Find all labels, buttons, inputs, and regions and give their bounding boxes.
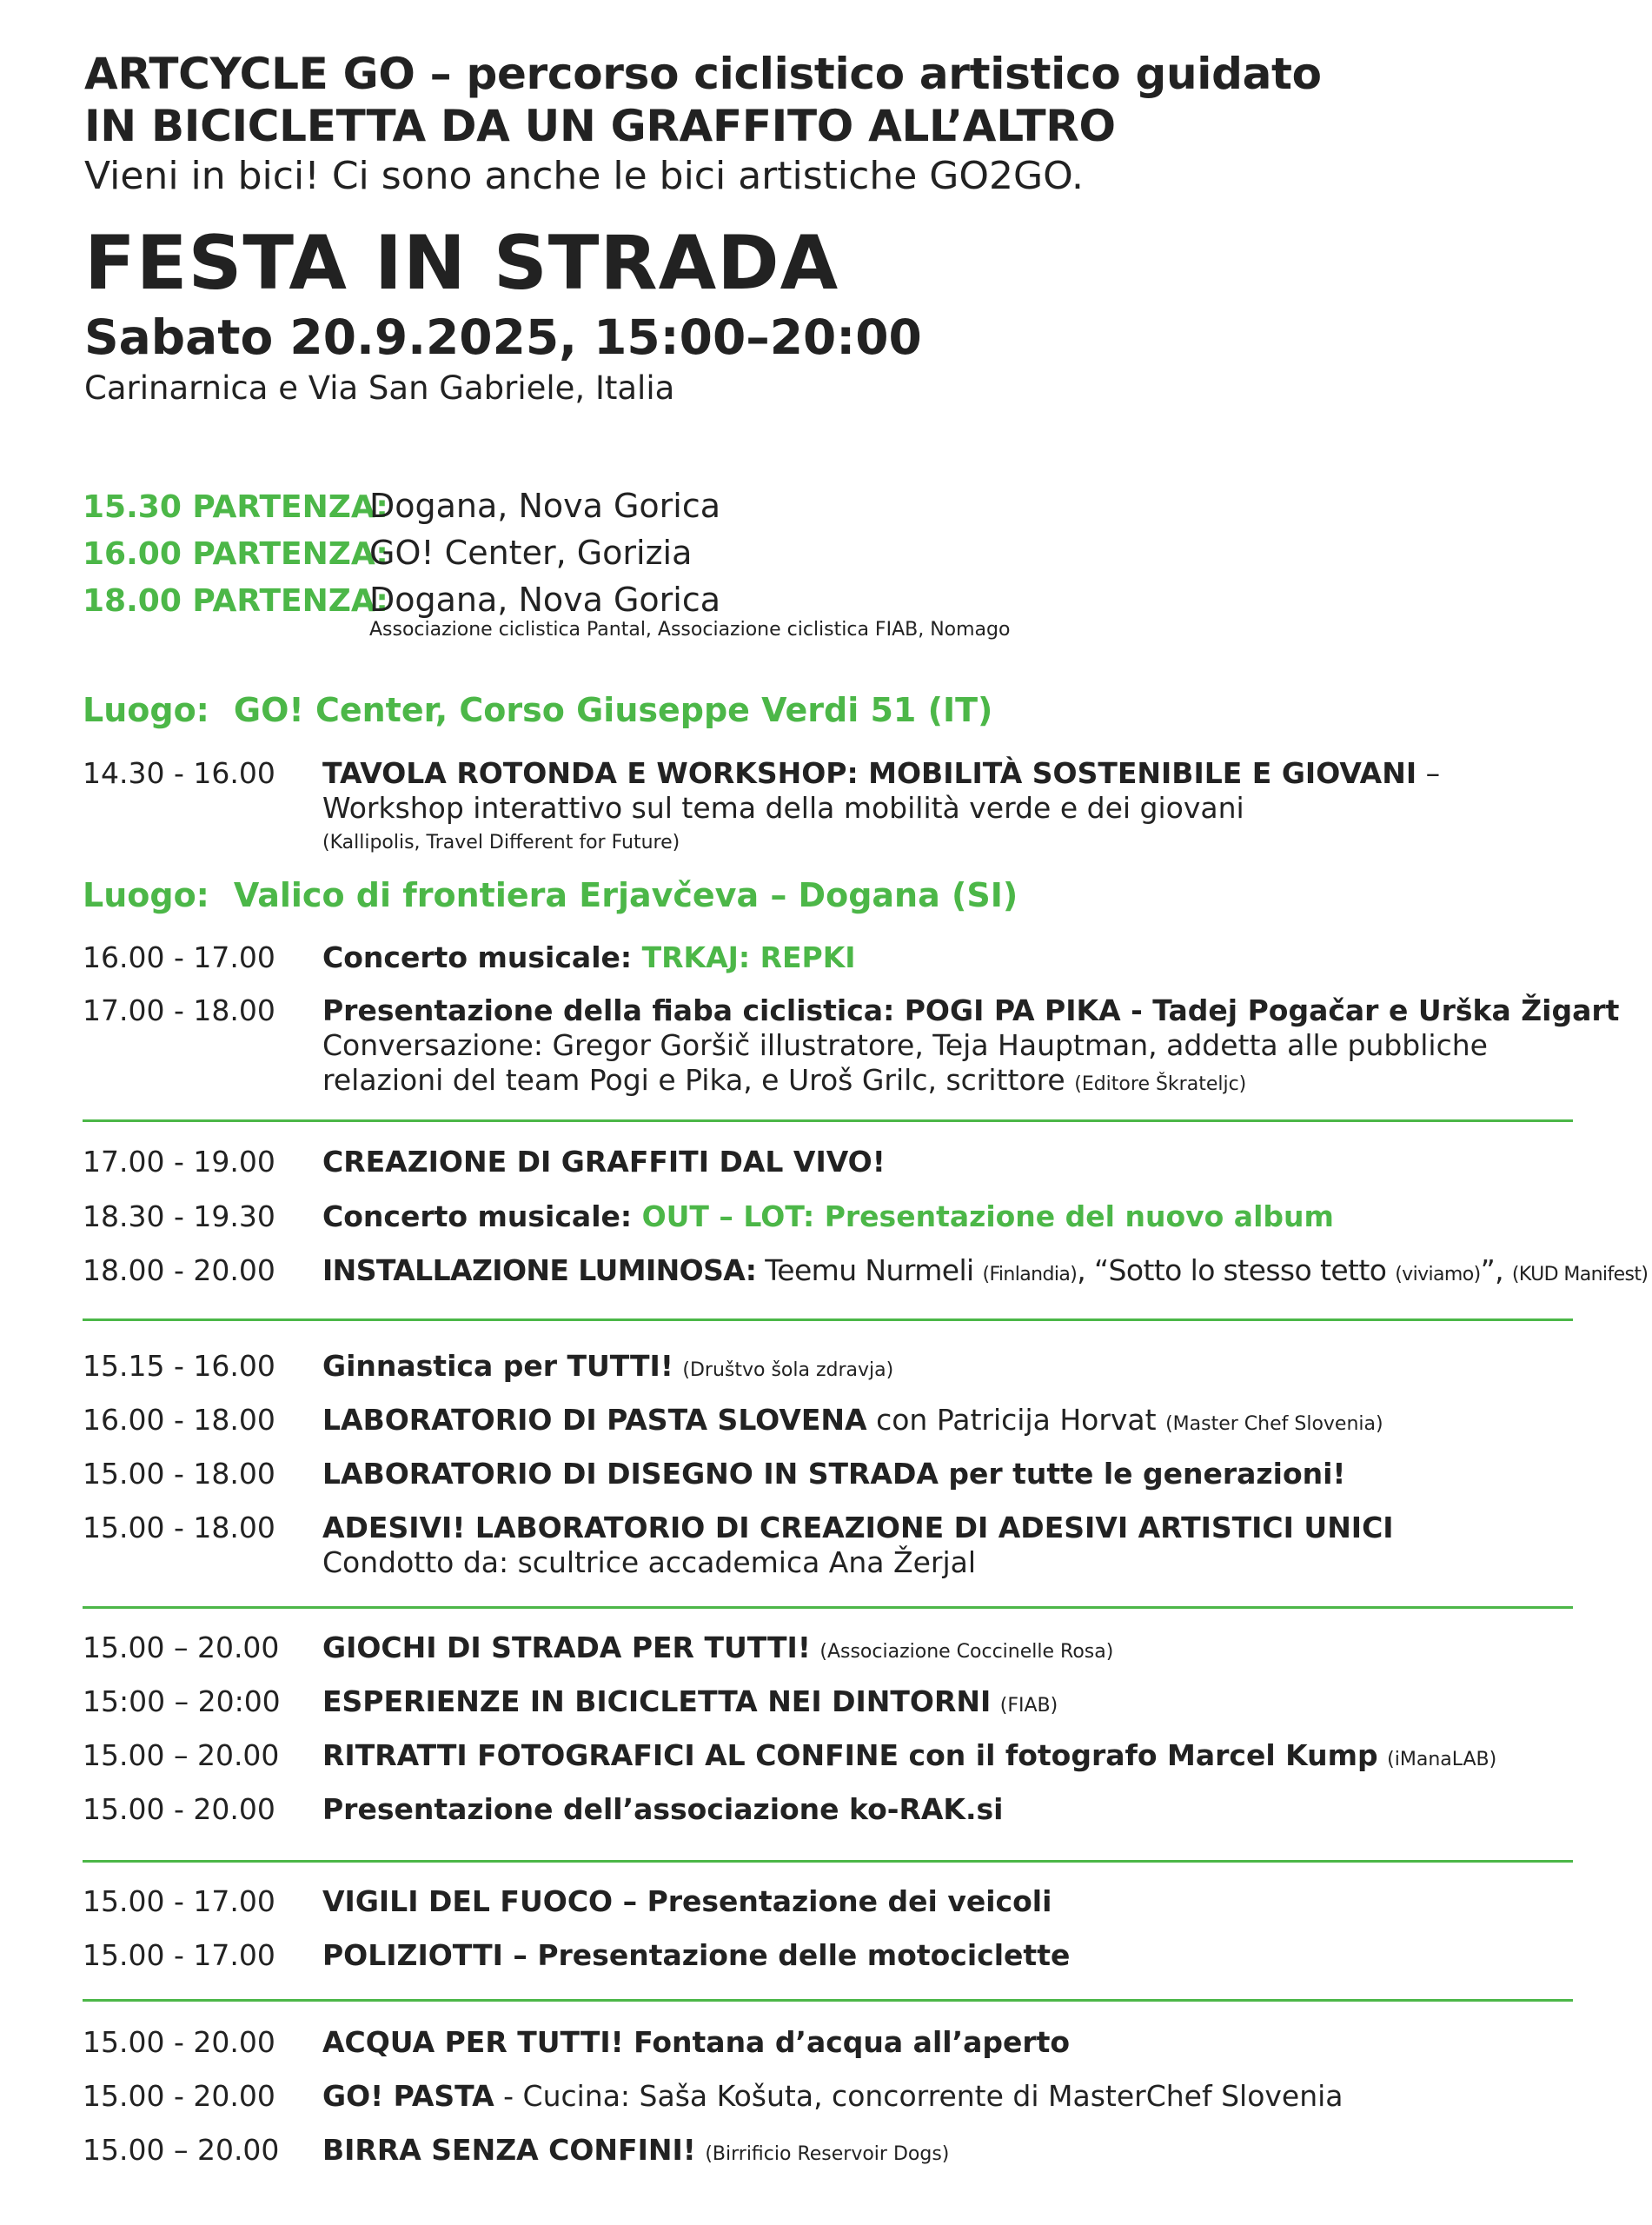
event-title: TAVOLA ROTONDA E WORKSHOP: MOBILITÀ SOSTENIBILE E GIOVANI bbox=[322, 756, 1417, 790]
venue-heading-2 bbox=[83, 876, 1018, 914]
event-time: 15.15 - 16.00 bbox=[83, 1349, 275, 1383]
event-description bbox=[322, 1884, 1652, 1919]
event-place: Carinarnica e Via San Gabriele, Italia bbox=[84, 369, 675, 407]
event-description bbox=[322, 1253, 1652, 1292]
event-note: (FIAB) bbox=[999, 1695, 1058, 1717]
event-host: con Patricija Horvat bbox=[866, 1403, 1166, 1437]
event-description bbox=[322, 1403, 1652, 1442]
event-title: LABORATORIO DI PASTA SLOVENA bbox=[322, 1403, 867, 1437]
event-note: (Kallipolis, Travel Different for Future) bbox=[322, 832, 680, 853]
event-description bbox=[322, 1938, 1652, 1973]
event-detail: relazioni del team Pogi e Pika, e Uroš Grilc, scrittore bbox=[322, 1063, 1065, 1097]
event-note: (Birrificio Reservoir Dogs) bbox=[705, 2143, 950, 2165]
page-title: FESTA IN STRADA bbox=[84, 220, 839, 307]
event-title: Presentazione dell’associazione ko-RAK.si bbox=[322, 1792, 1004, 1826]
departure-row bbox=[83, 534, 1543, 581]
section-divider bbox=[83, 1999, 1573, 2002]
event-title: GIOCHI DI STRADA PER TUTTI! bbox=[322, 1631, 811, 1664]
event-description bbox=[322, 940, 1652, 975]
section-divider bbox=[83, 1119, 1573, 1122]
event-time: 17.00 - 18.00 bbox=[83, 993, 275, 1027]
venue-heading-1 bbox=[83, 691, 992, 729]
event-title: BIRRA SENZA CONFINI! bbox=[322, 2133, 696, 2167]
event-description bbox=[322, 1457, 1652, 1491]
event-title: ESPERIENZE IN BICICLETTA NEI DINTORNI bbox=[322, 1684, 992, 1718]
event-description bbox=[322, 2025, 1652, 2060]
section-divider bbox=[83, 1318, 1573, 1321]
event-time: 15.00 - 20.00 bbox=[83, 2079, 275, 2113]
event-detail: Condotto da: scultrice accademica Ana Žerjal bbox=[322, 1545, 977, 1579]
departure-place: Dogana, Nova Gorica bbox=[369, 581, 721, 619]
event-title: Concerto musicale: bbox=[322, 1199, 642, 1233]
event-description bbox=[322, 1199, 1652, 1234]
event-detail: Workshop interattivo sul tema della mobilità verde e dei giovani bbox=[322, 791, 1244, 825]
event-note: (Editore Škrateljc) bbox=[1074, 1073, 1247, 1095]
event-description bbox=[322, 1145, 1652, 1179]
event-title: INSTALLAZIONE LUMINOSA: bbox=[322, 1253, 757, 1287]
event-date: Sabato 20.9.2025, 15:00–20:00 bbox=[84, 309, 922, 365]
departure-place: Dogana, Nova Gorica bbox=[369, 487, 721, 525]
event-note: (Associazione Coccinelle Rosa) bbox=[819, 1641, 1114, 1663]
departure-label: 16.00 PARTENZA: bbox=[83, 536, 388, 572]
event-detail: Conversazione: Gregor Goršič illustratore, Teja Hauptman, addetta alle pubbliche bbox=[322, 1028, 1488, 1062]
event-time: 15.00 - 18.00 bbox=[83, 1511, 275, 1544]
event-time: 16.00 - 17.00 bbox=[83, 940, 275, 974]
event-description bbox=[322, 2079, 1652, 2114]
event-note: (Master Chef Slovenia) bbox=[1165, 1413, 1383, 1435]
event-title: ACQUA PER TUTTI! Fontana d’acqua all’aperto bbox=[322, 2025, 1071, 2059]
event-title: VIGILI DEL FUOCO – Presentazione dei veicoli bbox=[322, 1884, 1052, 1918]
event-note: (iManaLAB) bbox=[1387, 1749, 1497, 1770]
event-artist: Teemu Nurmeli bbox=[756, 1253, 983, 1287]
event-time: 17.00 - 19.00 bbox=[83, 1145, 275, 1179]
event-description bbox=[322, 756, 1652, 860]
event-time: 14.30 - 16.00 bbox=[83, 756, 275, 790]
header-line-2: IN BICICLETTA DA UN GRAFFITO ALL’ALTRO bbox=[84, 101, 1116, 151]
event-time: 15.00 – 20.00 bbox=[83, 2133, 280, 2167]
section-divider bbox=[83, 1606, 1573, 1609]
event-title: Ginnastica per TUTTI! bbox=[322, 1349, 673, 1383]
event-quote-end: ”, bbox=[1480, 1253, 1512, 1287]
event-time: 18.30 - 19.30 bbox=[83, 1199, 275, 1233]
header-line-1: ARTCYCLE GO – percorso ciclistico artistico guidato bbox=[84, 49, 1322, 99]
event-time: 15.00 - 20.00 bbox=[83, 2025, 275, 2059]
event-time: 15.00 - 17.00 bbox=[83, 1884, 275, 1918]
event-description bbox=[322, 1511, 1652, 1580]
event-description bbox=[322, 1631, 1652, 1670]
event-title: Presentazione della fiaba ciclistica: POGI PA PIKA - Tadej Pogačar e Urška Žigart bbox=[322, 993, 1620, 1027]
event-title: CREAZIONE DI GRAFFITI DAL VIVO! bbox=[322, 1145, 886, 1179]
departures bbox=[83, 487, 1543, 641]
section-divider bbox=[83, 1860, 1573, 1863]
event-time: 15:00 – 20:00 bbox=[83, 1684, 281, 1718]
event-description bbox=[322, 2133, 1652, 2172]
event-description bbox=[322, 1738, 1652, 1777]
event-note: (Društvo šola zdravja) bbox=[682, 1359, 894, 1381]
event-highlight: TRKAJ: REPKI bbox=[641, 940, 856, 974]
event-title: GO! PASTA bbox=[322, 2079, 494, 2113]
event-description bbox=[322, 1792, 1652, 1827]
event-highlight: OUT – LOT: Presentazione del nuovo album bbox=[641, 1199, 1334, 1233]
event-title: RITRATTI FOTOGRAFICI AL CONFINE con il fotografo Marcel Kump bbox=[322, 1738, 1378, 1772]
event-time: 15.00 - 17.00 bbox=[83, 1938, 275, 1972]
event-time: 15.00 – 20.00 bbox=[83, 1631, 280, 1664]
event-dash: – bbox=[1416, 756, 1441, 790]
departure-label: 18.00 PARTENZA: bbox=[83, 583, 388, 619]
venue-name: Valico di frontiera Erjavčeva – Dogana (SI) bbox=[233, 876, 1018, 914]
event-detail: - Cucina: Saša Košuta, concorrente di MasterChef Slovenia bbox=[494, 2079, 1343, 2113]
event-note: (Finlandia) bbox=[982, 1264, 1078, 1285]
event-description bbox=[322, 1684, 1652, 1724]
event-time: 15.00 - 20.00 bbox=[83, 1792, 275, 1826]
venue-name: GO! Center, Corso Giuseppe Verdi 51 (IT) bbox=[233, 691, 993, 729]
departure-label: 15.30 PARTENZA: bbox=[83, 489, 388, 525]
venue-label: Luogo: bbox=[83, 876, 209, 914]
event-title: ADESIVI! LABORATORIO DI CREAZIONE DI ADESIVI ARTISTICI UNICI bbox=[322, 1511, 1394, 1544]
event-title: POLIZIOTTI – Presentazione delle motociclette bbox=[322, 1938, 1071, 1972]
event-time: 16.00 - 18.00 bbox=[83, 1403, 275, 1437]
event-note: (viviamo) bbox=[1395, 1264, 1481, 1285]
event-time: 15.00 - 18.00 bbox=[83, 1457, 275, 1491]
event-title: Concerto musicale: bbox=[322, 940, 642, 974]
header bbox=[84, 48, 1544, 409]
event-time: 15.00 – 20.00 bbox=[83, 1738, 280, 1772]
venue-label: Luogo: bbox=[83, 691, 209, 729]
event-time: 18.00 - 20.00 bbox=[83, 1253, 275, 1287]
header-subtitle: Vieni in bici! Ci sono anche le bici artistiche GO2GO. bbox=[84, 154, 1084, 198]
event-title: LABORATORIO DI DISEGNO IN STRADA per tutte le generazioni! bbox=[322, 1457, 1346, 1491]
event-description bbox=[322, 993, 1652, 1102]
departure-row bbox=[83, 487, 1543, 534]
event-description bbox=[322, 1349, 1652, 1388]
event-work: , “Sotto lo stesso tetto bbox=[1077, 1253, 1396, 1287]
event-note: (KUD Manifest) bbox=[1511, 1264, 1649, 1285]
departure-place: GO! Center, Gorizia bbox=[369, 534, 693, 572]
departures-organizers: Associazione ciclistica Pantal, Associazione ciclistica FIAB, Nomago bbox=[369, 619, 1011, 641]
